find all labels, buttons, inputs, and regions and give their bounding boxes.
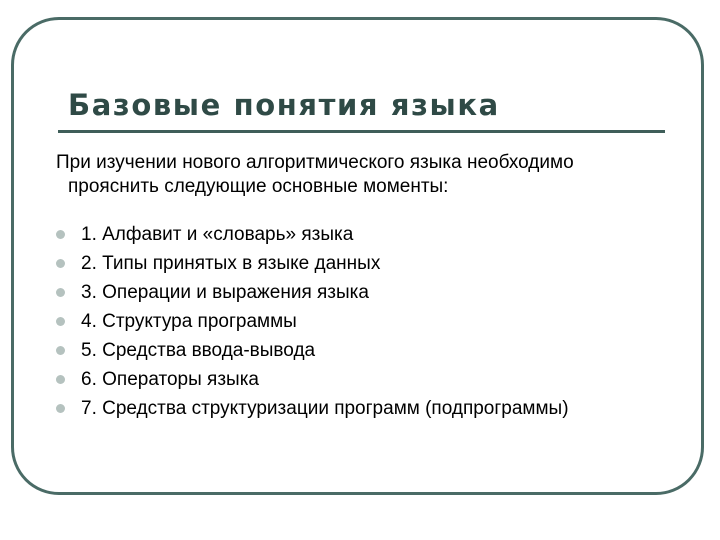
bullet-icon <box>56 317 65 326</box>
bullet-icon <box>56 375 65 384</box>
list-item-text: 1. Алфавит и «словарь» языка <box>81 224 354 245</box>
intro-line-1: При изучении нового алгоритмического языка необходимо <box>56 152 574 173</box>
slide-title: Базовые понятия языка <box>68 88 500 122</box>
intro-line-2: прояснить следующие основные моменты: <box>68 176 449 197</box>
list-item-text: 2. Типы принятых в языке данных <box>81 253 381 274</box>
bullet-icon <box>56 404 65 413</box>
list-item-text: 3. Операции и выражения языка <box>81 282 369 303</box>
bullet-icon <box>56 230 65 239</box>
list-item-text: 7. Средства структуризации программ (подпрограммы) <box>81 398 569 419</box>
list-item-text: 5. Средства ввода-вывода <box>81 340 316 361</box>
bullet-icon <box>56 259 65 268</box>
intro-paragraph <box>56 151 676 199</box>
bullet-icon <box>56 288 65 297</box>
list-item-text: 6. Операторы языка <box>81 369 259 390</box>
bullet-icon <box>56 346 65 355</box>
title-underline <box>58 130 665 133</box>
list-item-text: 4. Структура программы <box>81 311 297 332</box>
